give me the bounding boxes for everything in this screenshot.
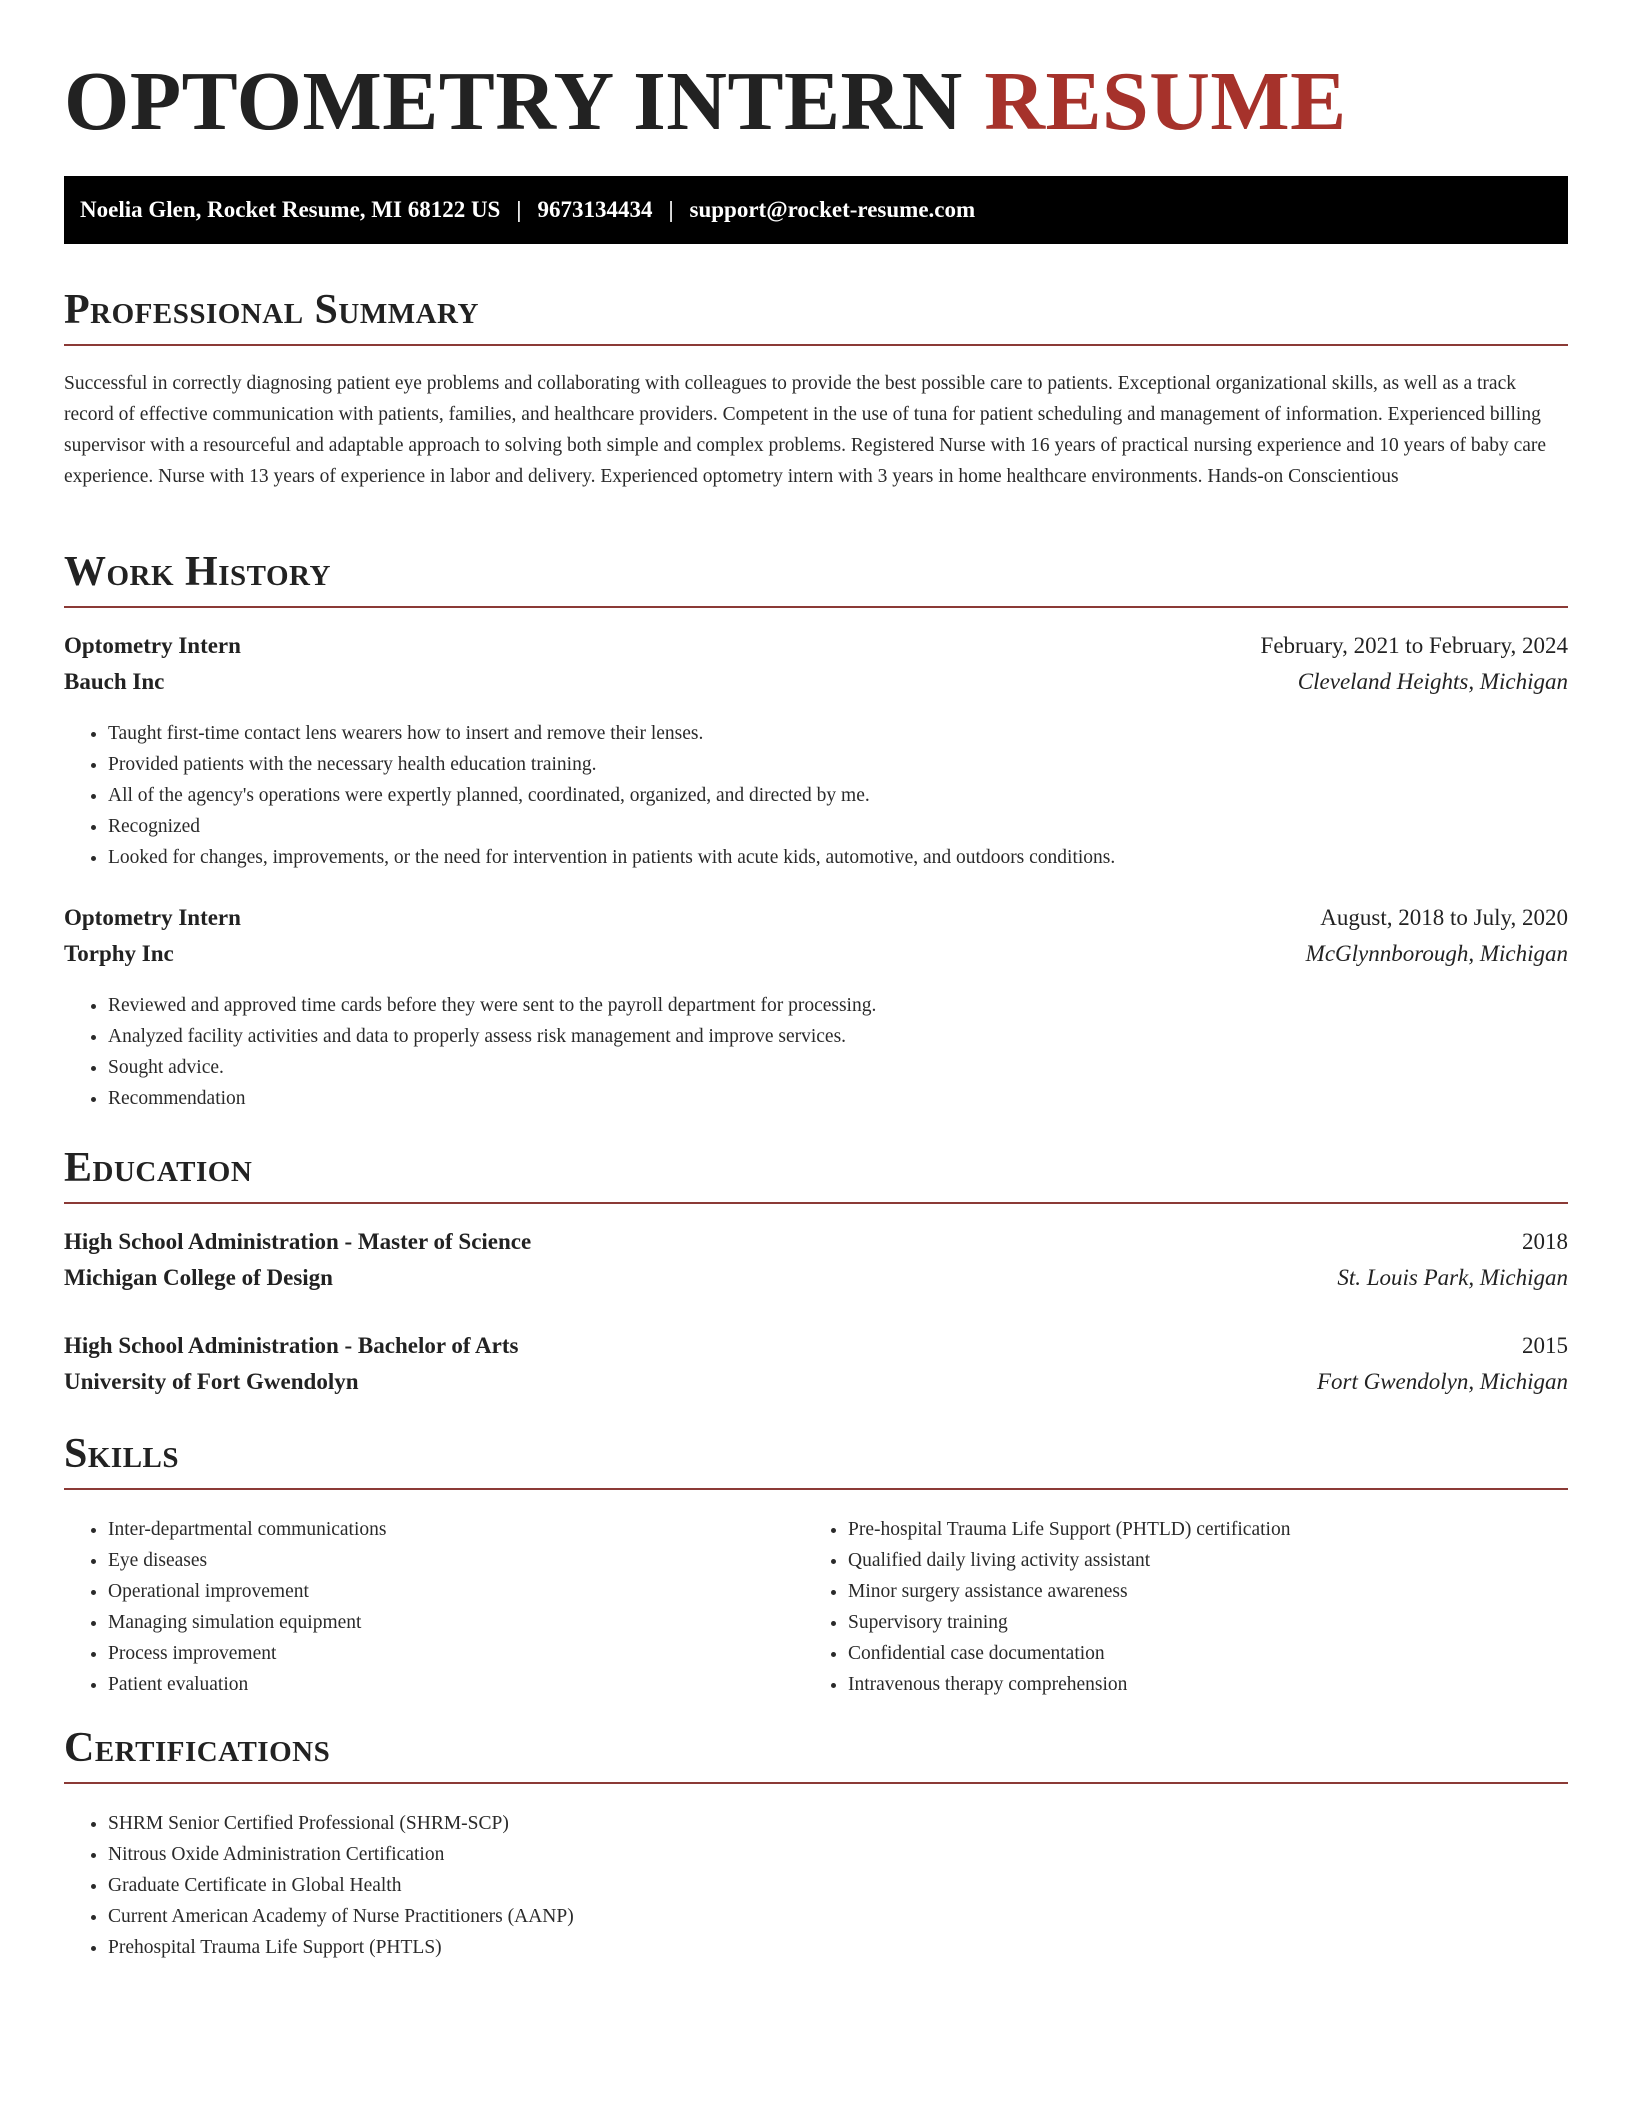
- list-item: • All of the agency's operations were expertly planned, coordinated, organized, and directed by me.: [108, 780, 1568, 811]
- contact-bar: [64, 176, 1568, 244]
- work-heading: Work History: [64, 546, 1568, 608]
- job-duties-list: [64, 718, 1568, 873]
- list-item: • Recognized: [108, 811, 1568, 842]
- education-degree-row: [64, 1328, 1568, 1364]
- list-item: • SHRM Senior Certified Professional (SHRM-SCP): [108, 1808, 1568, 1839]
- list-item: • Process improvement: [108, 1638, 804, 1669]
- education-year: 2018: [1522, 1229, 1568, 1254]
- list-item: • Intravenous therapy comprehension: [848, 1669, 1568, 1700]
- list-item: • Provided patients with the necessary health education training.: [108, 749, 1568, 780]
- skills-list-left: [64, 1514, 804, 1700]
- title-main: OPTOMETRY INTERN: [64, 55, 963, 148]
- list-item: • Current American Academy of Nurse Practitioners (AANP): [108, 1901, 1568, 1932]
- education-location: St. Louis Park, Michigan: [1337, 1265, 1568, 1290]
- list-item: • Nitrous Oxide Administration Certification: [108, 1839, 1568, 1870]
- job-company-row: [64, 664, 1568, 700]
- contact-address: Noelia Glen, Rocket Resume, MI 68122 US: [80, 197, 501, 222]
- job-company-row: [64, 936, 1568, 972]
- education-degree: High School Administration - Bachelor of Arts: [64, 1333, 519, 1358]
- summary-heading: Professional Summary: [64, 284, 1568, 346]
- list-item: • Graduate Certificate in Global Health: [108, 1870, 1568, 1901]
- list-item: • Recommendation: [108, 1083, 1568, 1114]
- job-company: Bauch Inc: [64, 669, 165, 694]
- education-location: Fort Gwendolyn, Michigan: [1316, 1369, 1568, 1394]
- list-item: • Managing simulation equipment: [108, 1607, 804, 1638]
- job-dates: February, 2021 to February, 2024: [1260, 633, 1568, 658]
- job-duties-list: [64, 990, 1568, 1114]
- education-degree: High School Administration - Master of Science: [64, 1229, 532, 1254]
- job-header-row: [64, 628, 1568, 664]
- job-title: Optometry Intern: [64, 905, 241, 930]
- job-company: Torphy Inc: [64, 941, 174, 966]
- certifications-list: [64, 1808, 1568, 1963]
- list-item: • Eye diseases: [108, 1545, 804, 1576]
- education-school-row: [64, 1364, 1568, 1400]
- contact-email: support@rocket-resume.com: [689, 197, 976, 222]
- job-location: McGlynnborough, Michigan: [1305, 941, 1568, 966]
- list-item: • Confidential case documentation: [848, 1638, 1568, 1669]
- contact-separator: |: [516, 197, 522, 222]
- list-item: • Reviewed and approved time cards before they were sent to the payroll department for processing.: [108, 990, 1568, 1021]
- list-item: • Analyzed facility activities and data to properly assess risk management and improve services.: [108, 1021, 1568, 1052]
- list-item: • Pre-hospital Trauma Life Support (PHTLD) certification: [848, 1514, 1568, 1545]
- list-item: • Looked for changes, improvements, or the need for intervention in patients with acute kids, automotive, and outdoors conditions.: [108, 842, 1568, 873]
- list-item: • Patient evaluation: [108, 1669, 804, 1700]
- education-school: University of Fort Gwendolyn: [64, 1369, 359, 1394]
- contact-separator: |: [668, 197, 674, 222]
- job-location: Cleveland Heights, Michigan: [1297, 669, 1568, 694]
- education-year: 2015: [1522, 1333, 1568, 1358]
- skills-list-right: [804, 1514, 1568, 1700]
- list-item: • Operational improvement: [108, 1576, 804, 1607]
- job-header-row: [64, 900, 1568, 936]
- job-title: Optometry Intern: [64, 633, 241, 658]
- job-dates: August, 2018 to July, 2020: [1320, 905, 1568, 930]
- certifications-heading: Certifications: [64, 1722, 1568, 1784]
- list-item: • Inter-departmental communications: [108, 1514, 804, 1545]
- list-item: • Sought advice.: [108, 1052, 1568, 1083]
- education-school-row: [64, 1260, 1568, 1296]
- summary-text: Successful in correctly diagnosing patient eye problems and collaborating with colleagues to provide the best possible care to patients. Exceptional organizational skills, as well as a track record of effective communication with patients, families, and healthcare providers. Competent in the use of tuna for patient scheduling and management of information. Experienced billing supervisor with a resourceful and adaptable approach to solving both simple and complex problems. Registered Nurse with 16 years of practical nursing experience and 10 years of baby care experience. Nurse with 13 years of experience in labor and delivery. Experienced optometry intern with 3 years in home healthcare environments. Hands-on Conscientious: [64, 373, 1547, 487]
- education-school: Michigan College of Design: [64, 1265, 333, 1290]
- skills-heading: Skills: [64, 1428, 1568, 1490]
- list-item: • Minor surgery assistance awareness: [848, 1576, 1568, 1607]
- resume-title: [64, 52, 1347, 152]
- list-item: • Prehospital Trauma Life Support (PHTLS): [108, 1932, 1568, 1963]
- list-item: • Qualified daily living activity assistant: [848, 1545, 1568, 1576]
- list-item: • Taught first-time contact lens wearers how to insert and remove their lenses.: [108, 718, 1568, 749]
- education-degree-row: [64, 1224, 1568, 1260]
- list-item: • Supervisory training: [848, 1607, 1568, 1638]
- contact-phone: 9673134434: [537, 197, 653, 222]
- title-accent: RESUME: [984, 55, 1347, 148]
- education-heading: Education: [64, 1142, 1568, 1204]
